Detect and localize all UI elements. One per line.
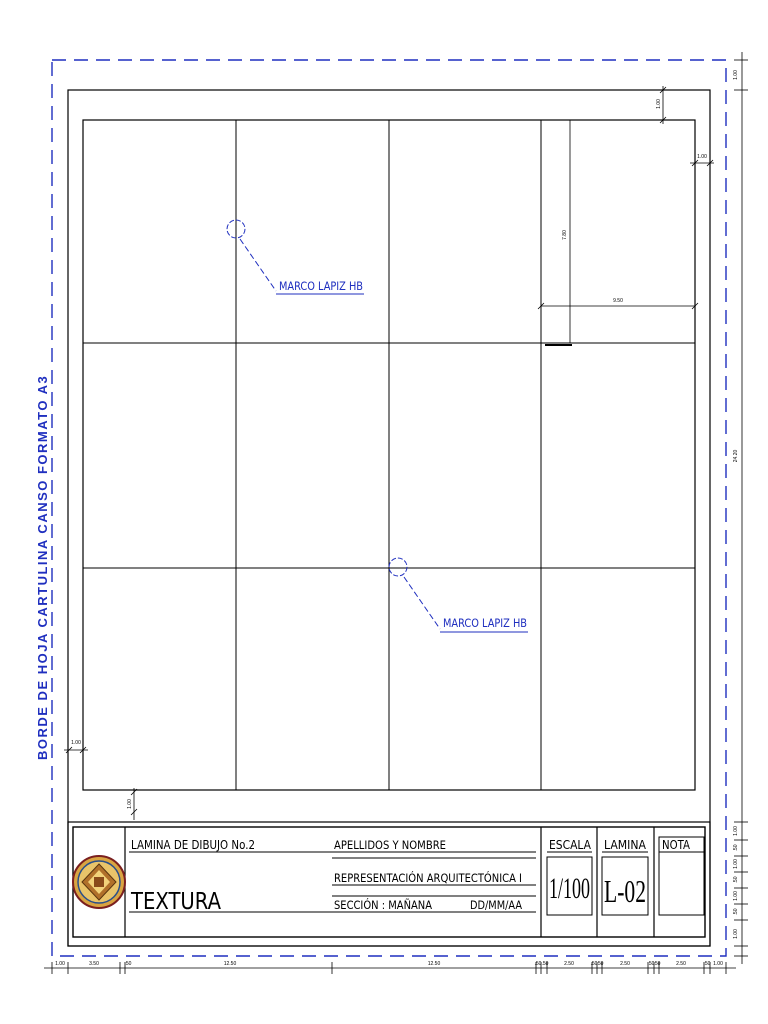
cell-height-dim: 7.80 — [562, 230, 568, 240]
right-dim-total: 24.20 — [733, 449, 739, 463]
texture-grid — [83, 120, 695, 790]
bottom-dim-4: 12.50 — [427, 961, 441, 967]
bottom-dim-10: 2.50 — [620, 961, 630, 967]
curso-nombre: REPRESENTACIÓN ARQUITECTÓNICA I — [334, 871, 552, 885]
bottom-dim-6: .50 — [541, 961, 549, 967]
seccion: SECCIÓN : MAÑANA — [334, 898, 448, 912]
bottom-dim-13: 2.50 — [676, 961, 686, 967]
bottom-dim-labels — [55, 961, 723, 967]
callout-1-label: MARCO LAPIZ HB — [279, 279, 364, 293]
inner-top-right-dim: 1.00 — [656, 99, 662, 109]
bottom-dim-1: 3.50 — [89, 961, 99, 967]
title-block — [68, 822, 710, 946]
bottom-dim-9: .50 — [596, 961, 604, 967]
fecha: DD/MM/AA — [470, 898, 523, 912]
inner-left-dim: 1.00 — [71, 740, 81, 746]
bottom-dim-11: .50 — [647, 961, 655, 967]
escala-value: 1/100 — [549, 872, 590, 905]
bottom-dim-3: 12.50 — [223, 961, 237, 967]
bottom-dim-5: .50 — [534, 961, 542, 967]
sheet-side-label: BORDE DE HOJA CARTULINA CANSO FORMATO A3 — [35, 374, 50, 760]
callout-1 — [227, 220, 364, 294]
bottom-dim-2: .50 — [124, 961, 132, 967]
right-dim-s5: .50 — [733, 908, 739, 916]
apellidos-nombre: APELLIDOS Y NOMBRE — [334, 838, 446, 852]
bottom-dim-15: 1.00 — [713, 961, 723, 967]
right-dim-top: 1.00 — [733, 70, 739, 80]
lamina-label: LAMINA — [604, 838, 647, 852]
main-title: TEXTURA — [130, 889, 222, 915]
right-dim-s2: 1.00 — [733, 859, 739, 869]
bottom-dim-7: 2.50 — [564, 961, 574, 967]
callout-2-label: MARCO LAPIZ HB — [443, 616, 528, 630]
right-dim-s3: .50 — [733, 876, 739, 884]
right-dim-s1: .50 — [733, 844, 739, 852]
institution-seal — [73, 856, 125, 908]
escala-label: ESCALA — [549, 838, 592, 852]
callout-2-circle — [389, 558, 407, 576]
inner-bottom-dim: 1.00 — [127, 799, 133, 809]
bottom-dim-14: .50 — [703, 961, 711, 967]
right-dim-s4: 1.00 — [733, 891, 739, 901]
bottom-dim-12: .50 — [653, 961, 661, 967]
bottom-dimension-chain — [44, 962, 736, 974]
right-dim-s0: 1.00 — [733, 826, 739, 836]
lamina-value: L-02 — [604, 873, 646, 909]
right-dim-s6: 1.00 — [733, 929, 739, 939]
callout-2 — [389, 558, 528, 632]
inner-right-dim: 1.00 — [697, 154, 707, 160]
cell-width-dim: 9.50 — [613, 298, 623, 304]
lamina-title: LAMINA DE DIBUJO No.2 — [131, 838, 255, 852]
nota-label: NOTA — [662, 838, 691, 852]
bottom-dim-8: .50 — [590, 961, 598, 967]
bottom-dim-0: 1.00 — [55, 961, 65, 967]
